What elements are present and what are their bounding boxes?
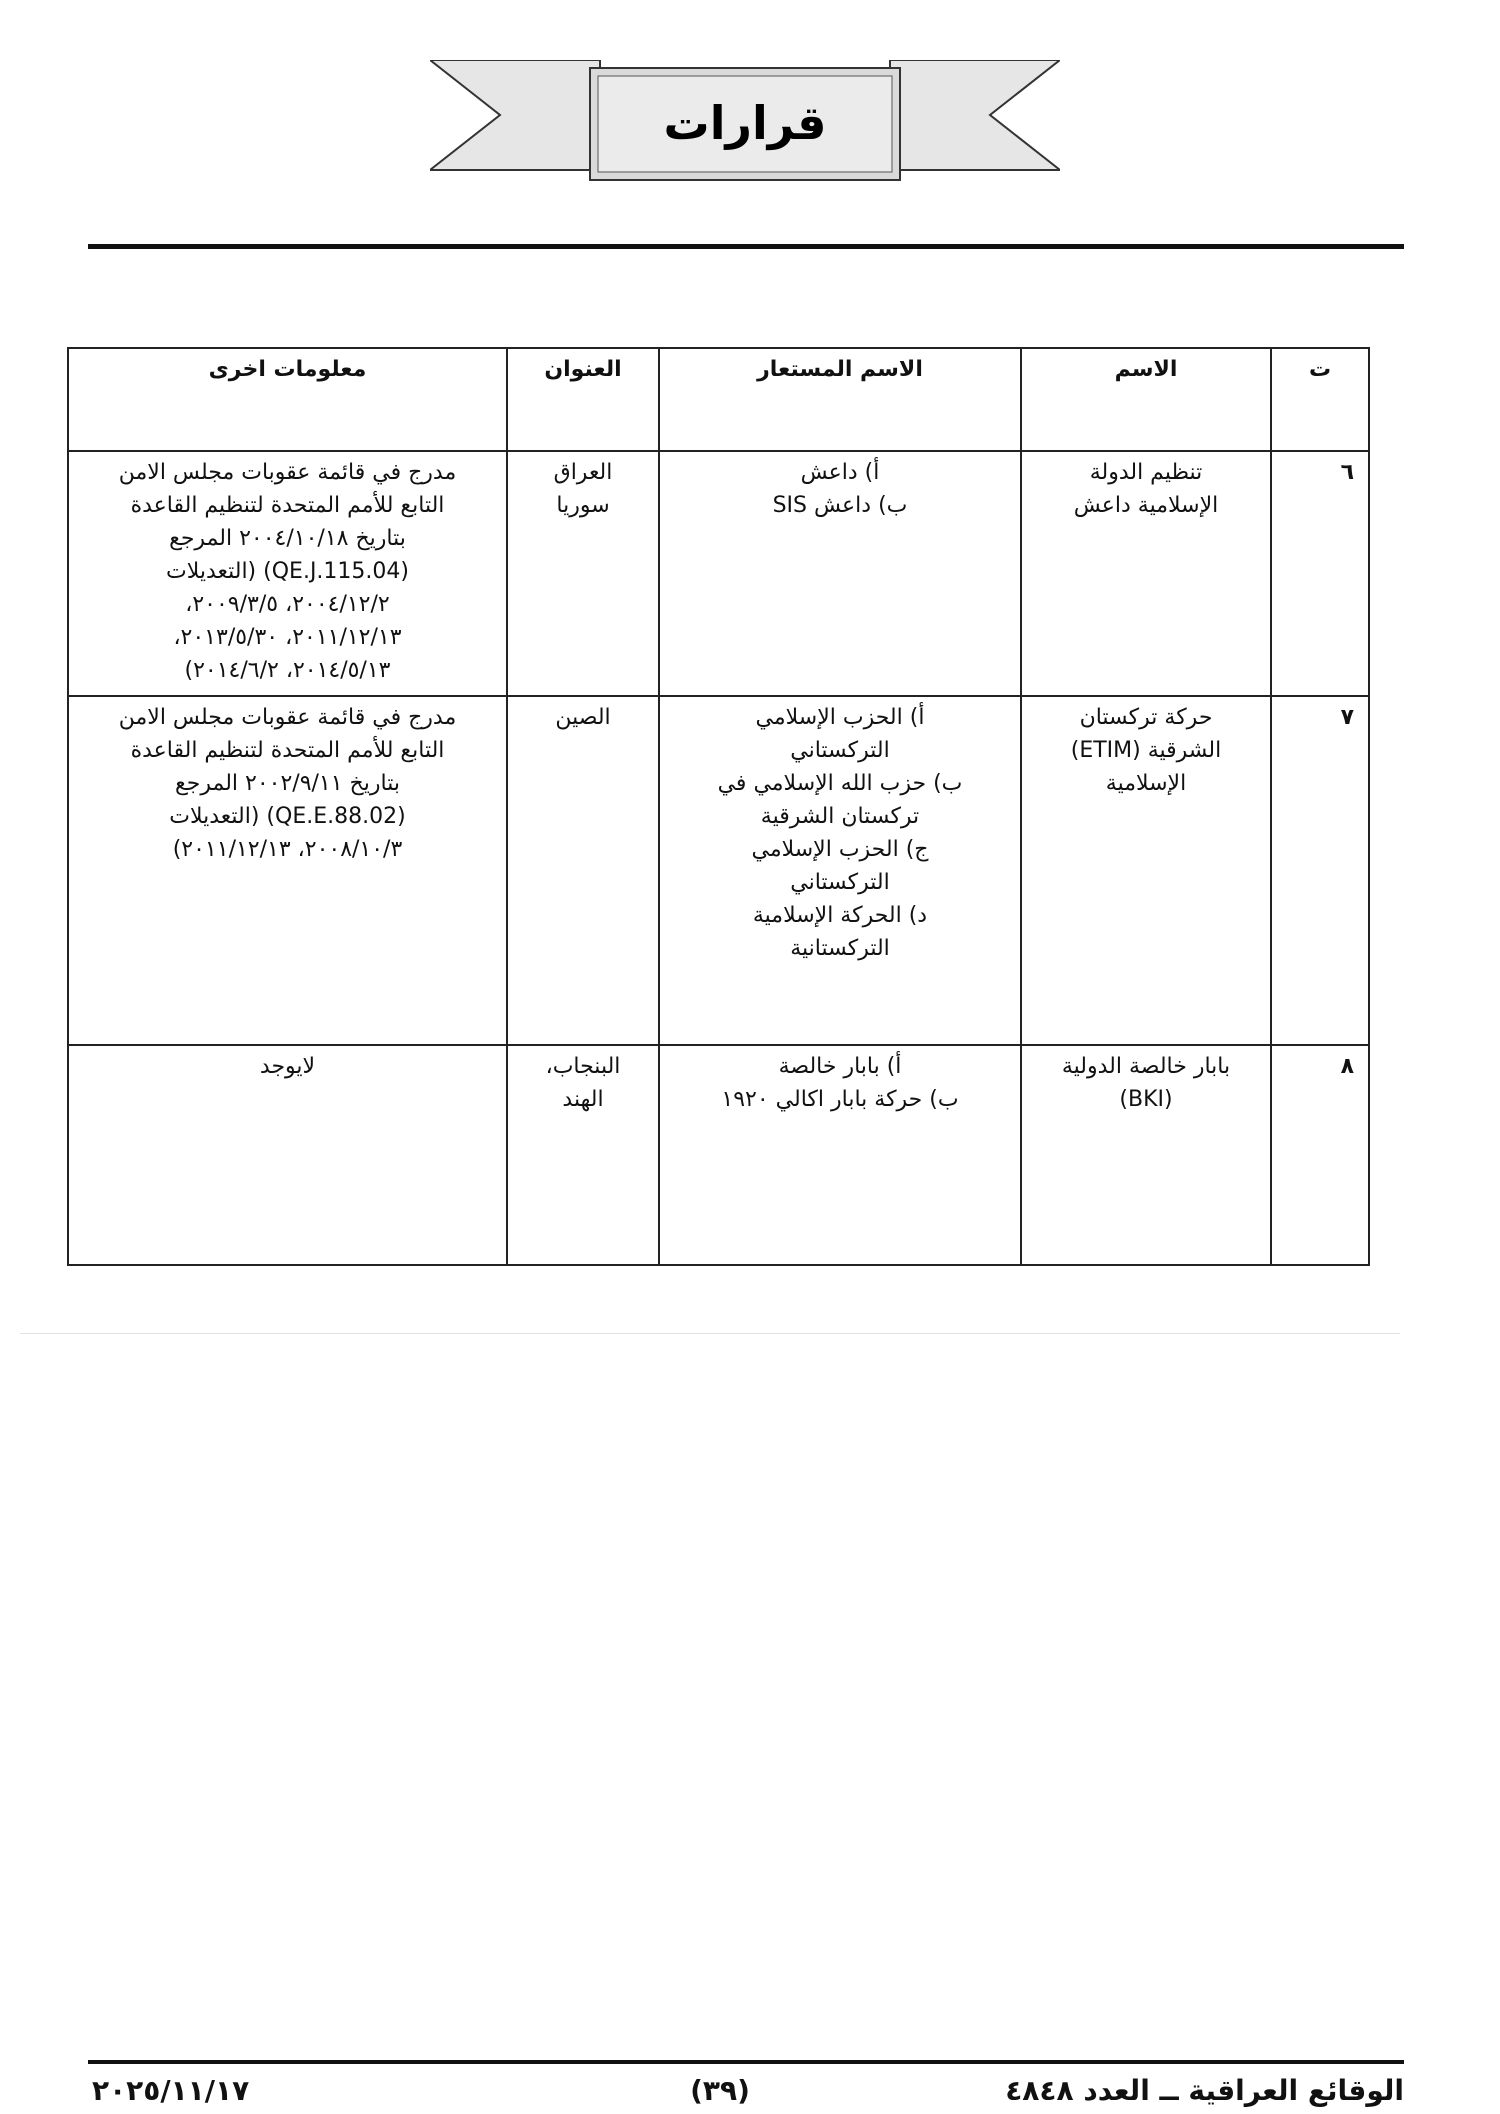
other-info-line: (QE.E.88.02) (التعديلات [169, 804, 406, 829]
column-header-alias: الاسم المستعار [659, 348, 1021, 451]
alias-line: ب) حزب الله الإسلامي في [717, 771, 963, 796]
alias-cell [659, 451, 1021, 696]
page-number: (٣٩) [690, 2074, 750, 2107]
alias-line: التركستانية [790, 936, 890, 961]
alias-cell [659, 696, 1021, 1045]
entity-name-line: حركة تركستان [1079, 705, 1213, 730]
address-cell [507, 696, 659, 1045]
table-header-row [68, 348, 1369, 451]
other-info-line: ٢٠٠٨/١٠/٣، ٢٠١١/١٢/١٣) [172, 837, 403, 862]
other-info-line: مدرج في قائمة عقوبات مجلس الامن [118, 460, 457, 485]
address-cell [507, 1045, 659, 1265]
row-number: ٧ [1271, 696, 1369, 1045]
alias-line: أ) بابار خالصة [778, 1054, 902, 1079]
other-info-cell [68, 696, 507, 1045]
alias-line: تركستان الشرقية [760, 804, 920, 829]
column-header-address: العنوان [507, 348, 659, 451]
other-info-cell [68, 1045, 507, 1265]
column-header-number: ت [1271, 348, 1369, 451]
address-cell [507, 451, 659, 696]
other-info-cell [68, 451, 507, 696]
alias-line: ج) الحزب الإسلامي [751, 837, 929, 862]
alias-cell [659, 1045, 1021, 1265]
alias-line: التركستاني [790, 738, 890, 763]
other-info-line: بتاريخ ٢٠٠٢/٩/١١ المرجع [175, 771, 400, 796]
address-line: سوريا [556, 493, 610, 518]
alias-line: التركستاني [790, 870, 890, 895]
table-row [68, 1045, 1369, 1265]
table-row [68, 451, 1369, 696]
entity-name-cell [1021, 1045, 1271, 1265]
alias-line: ب) داعش SIS [772, 493, 908, 518]
other-info-line: (QE.J.115.04) (التعديلات [165, 559, 409, 584]
issue-date: ٢٠٢٥/١١/١٧ [92, 2074, 250, 2107]
entity-name-line: تنظيم الدولة [1089, 460, 1203, 485]
page-title: قرارات [663, 96, 827, 150]
sanctions-table [67, 347, 1370, 1266]
entity-name-line: الإسلامية داعش [1073, 493, 1219, 518]
entity-name-line: الإسلامية [1105, 771, 1187, 796]
alias-line: أ) داعش [800, 460, 880, 485]
address-line: البنجاب، [545, 1054, 621, 1079]
other-info-line: ٢٠١٤/٥/١٣، ٢٠١٤/٦/٢) [184, 658, 391, 683]
other-info-line: لايوجد [259, 1054, 316, 1079]
entity-name-cell [1021, 696, 1271, 1045]
entity-name-line: الشرقية (ETIM) [1070, 738, 1222, 763]
column-header-other-info: معلومات اخرى [68, 348, 507, 451]
address-line: العراق [553, 460, 613, 485]
bottom-divider [88, 2060, 1404, 2064]
alias-line: أ) الحزب الإسلامي [755, 705, 925, 730]
address-line: الصين [555, 705, 611, 730]
top-divider [88, 244, 1404, 249]
entity-name-line: (BKI) [1119, 1087, 1173, 1112]
column-header-name: الاسم [1021, 348, 1271, 451]
other-info-line: مدرج في قائمة عقوبات مجلس الامن [118, 705, 457, 730]
entity-name-cell [1021, 451, 1271, 696]
table-row [68, 696, 1369, 1045]
alias-line: ب) حركة بابار اكالي ١٩٢٠ [721, 1087, 959, 1112]
other-info-line: بتاريخ ٢٠٠٤/١٠/١٨ المرجع [169, 526, 406, 551]
row-number: ٦ [1271, 451, 1369, 696]
address-line: الهند [562, 1087, 604, 1112]
faint-divider [20, 1333, 1400, 1334]
header-banner [430, 60, 1060, 190]
row-number: ٨ [1271, 1045, 1369, 1265]
other-info-line: ٢٠١١/١٢/١٣، ٢٠١٣/٥/٣٠، [173, 625, 402, 650]
alias-line: د) الحركة الإسلامية [752, 903, 928, 928]
entity-name-line: بابار خالصة الدولية [1061, 1054, 1231, 1079]
other-info-line: التابع للأمم المتحدة لتنظيم القاعدة [130, 493, 445, 518]
other-info-line: ٢٠٠٤/١٢/٢، ٢٠٠٩/٣/٥، [185, 592, 390, 617]
other-info-line: التابع للأمم المتحدة لتنظيم القاعدة [130, 738, 445, 763]
gazette-issue: الوقائع العراقية ــ العدد ٤٨٤٨ [1005, 2074, 1404, 2107]
